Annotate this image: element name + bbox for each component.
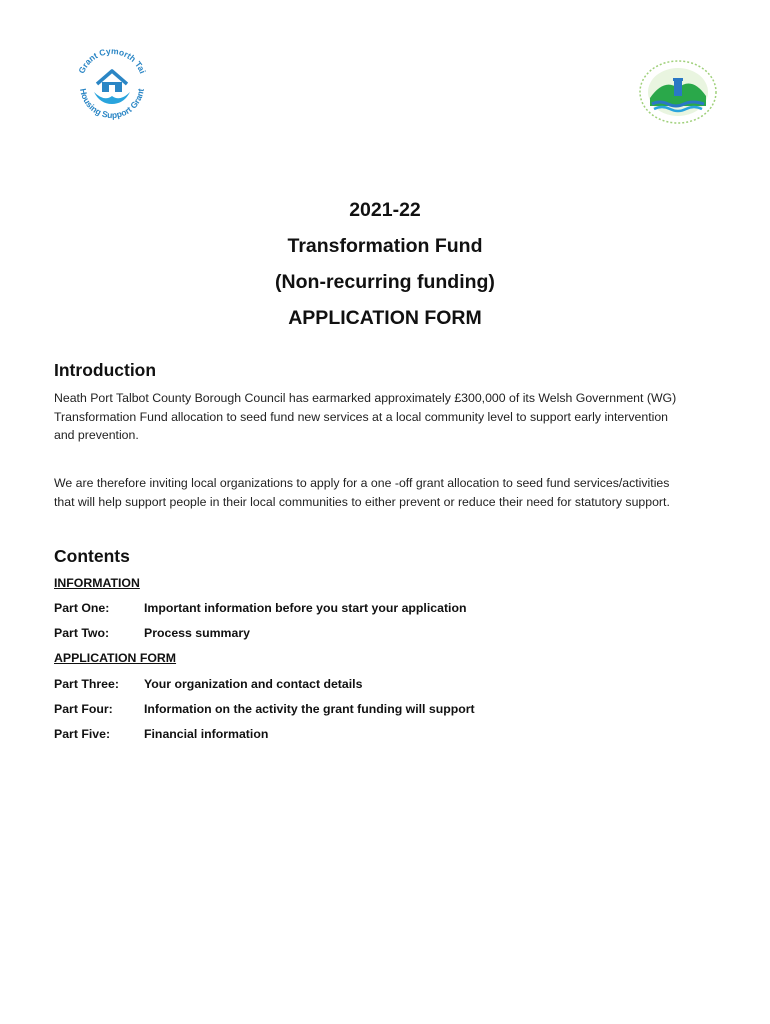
contents-heading: Contents (54, 546, 130, 566)
title-subtitle: (Non-recurring funding) (275, 271, 495, 293)
introduction-paragraph-2-line: We are therefore inviting local organizations to apply for a one -off grant allocation to seed fund services/activities (54, 476, 670, 490)
introduction-heading: Introduction (54, 360, 157, 380)
introduction-paragraph-1-line: and prevention. (54, 428, 139, 442)
contents-information-label: INFORMATION (54, 576, 140, 590)
contents-part-description: Your organization and contact details (144, 677, 363, 691)
housing-support-grant-logo-icon (72, 44, 152, 124)
contents-part-description: Financial information (144, 727, 269, 741)
contents-part-label: Part Three: (54, 677, 119, 691)
contents-part-label: Part Five: (54, 727, 111, 741)
introduction-paragraph-2-line: that will help support people in their local communities to either prevent or reduce their need for statutory support. (54, 494, 670, 509)
introduction-paragraph-2 (54, 474, 724, 511)
contents-application-form-label: APPLICATION FORM (54, 651, 177, 665)
title-form: APPLICATION FORM (288, 307, 482, 329)
svg-text:Housing Support Grant: Housing Support Grant (78, 87, 146, 121)
contents-part-description: Information on the activity the grant funding will support (144, 702, 475, 716)
contents-part-label: Part One: (54, 601, 110, 615)
svg-text:Grant Cymorth Tai: Grant Cymorth Tai (76, 45, 148, 75)
contents-part-description: Important information before you start your application (144, 601, 467, 615)
housing-support-grant-logo (72, 44, 152, 124)
introduction-paragraph-1 (54, 389, 724, 445)
contents-part-description: Process summary (144, 626, 250, 640)
neath-port-talbot-logo (636, 58, 720, 126)
contents-part-label: Part Four: (54, 702, 113, 716)
contents-part-label: Part Two: (54, 626, 110, 640)
title-fund: Transformation Fund (287, 235, 483, 257)
introduction-paragraph-1-line: Neath Port Talbot County Borough Council has earmarked approximately £300,000 of its Welsh Government (WG) (54, 391, 677, 405)
title-block (0, 192, 770, 336)
introduction-paragraph-1-line: Transformation Fund allocation to seed fund new services at a local community level to support early intervention (54, 409, 669, 424)
neath-port-talbot-logo-icon (636, 58, 720, 126)
title-year: 2021-22 (349, 199, 421, 221)
